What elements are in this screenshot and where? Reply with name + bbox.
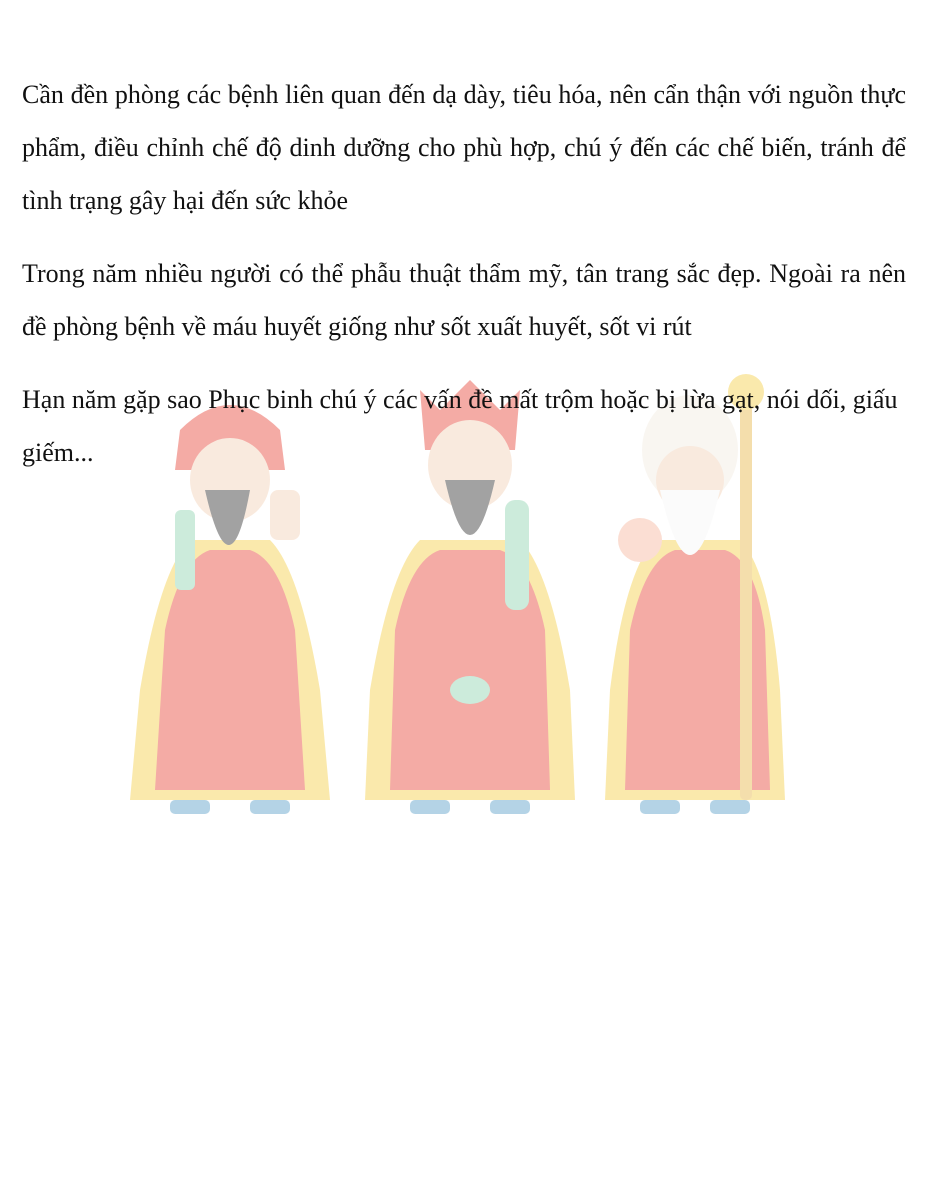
paragraph-health: Cần đền phòng các bệnh liên quan đến dạ dày, tiêu hóa, nên cẩn thận với nguồn thực phẩm, điều chỉnh chế độ dinh dưỡng cho phù hợp, chú ý đến các chế biến, tránh để tình trạng gây hại đến sức khỏe bbox=[22, 80, 906, 215]
document-body bbox=[22, 68, 906, 499]
paragraph-fortune: Hạn năm gặp sao Phục binh chú ý các vấn đề mất trộm hoặc bị lừa gạt, nói dối, giấu giếm... bbox=[22, 385, 898, 467]
paragraph-beauty: Trong năm nhiều người có thể phẫu thuật thẩm mỹ, tân trang sắc đẹp. Ngoài ra nên đề phòng bệnh về máu huyết giống như sốt xuất huyết, sốt vi rút bbox=[22, 259, 906, 341]
